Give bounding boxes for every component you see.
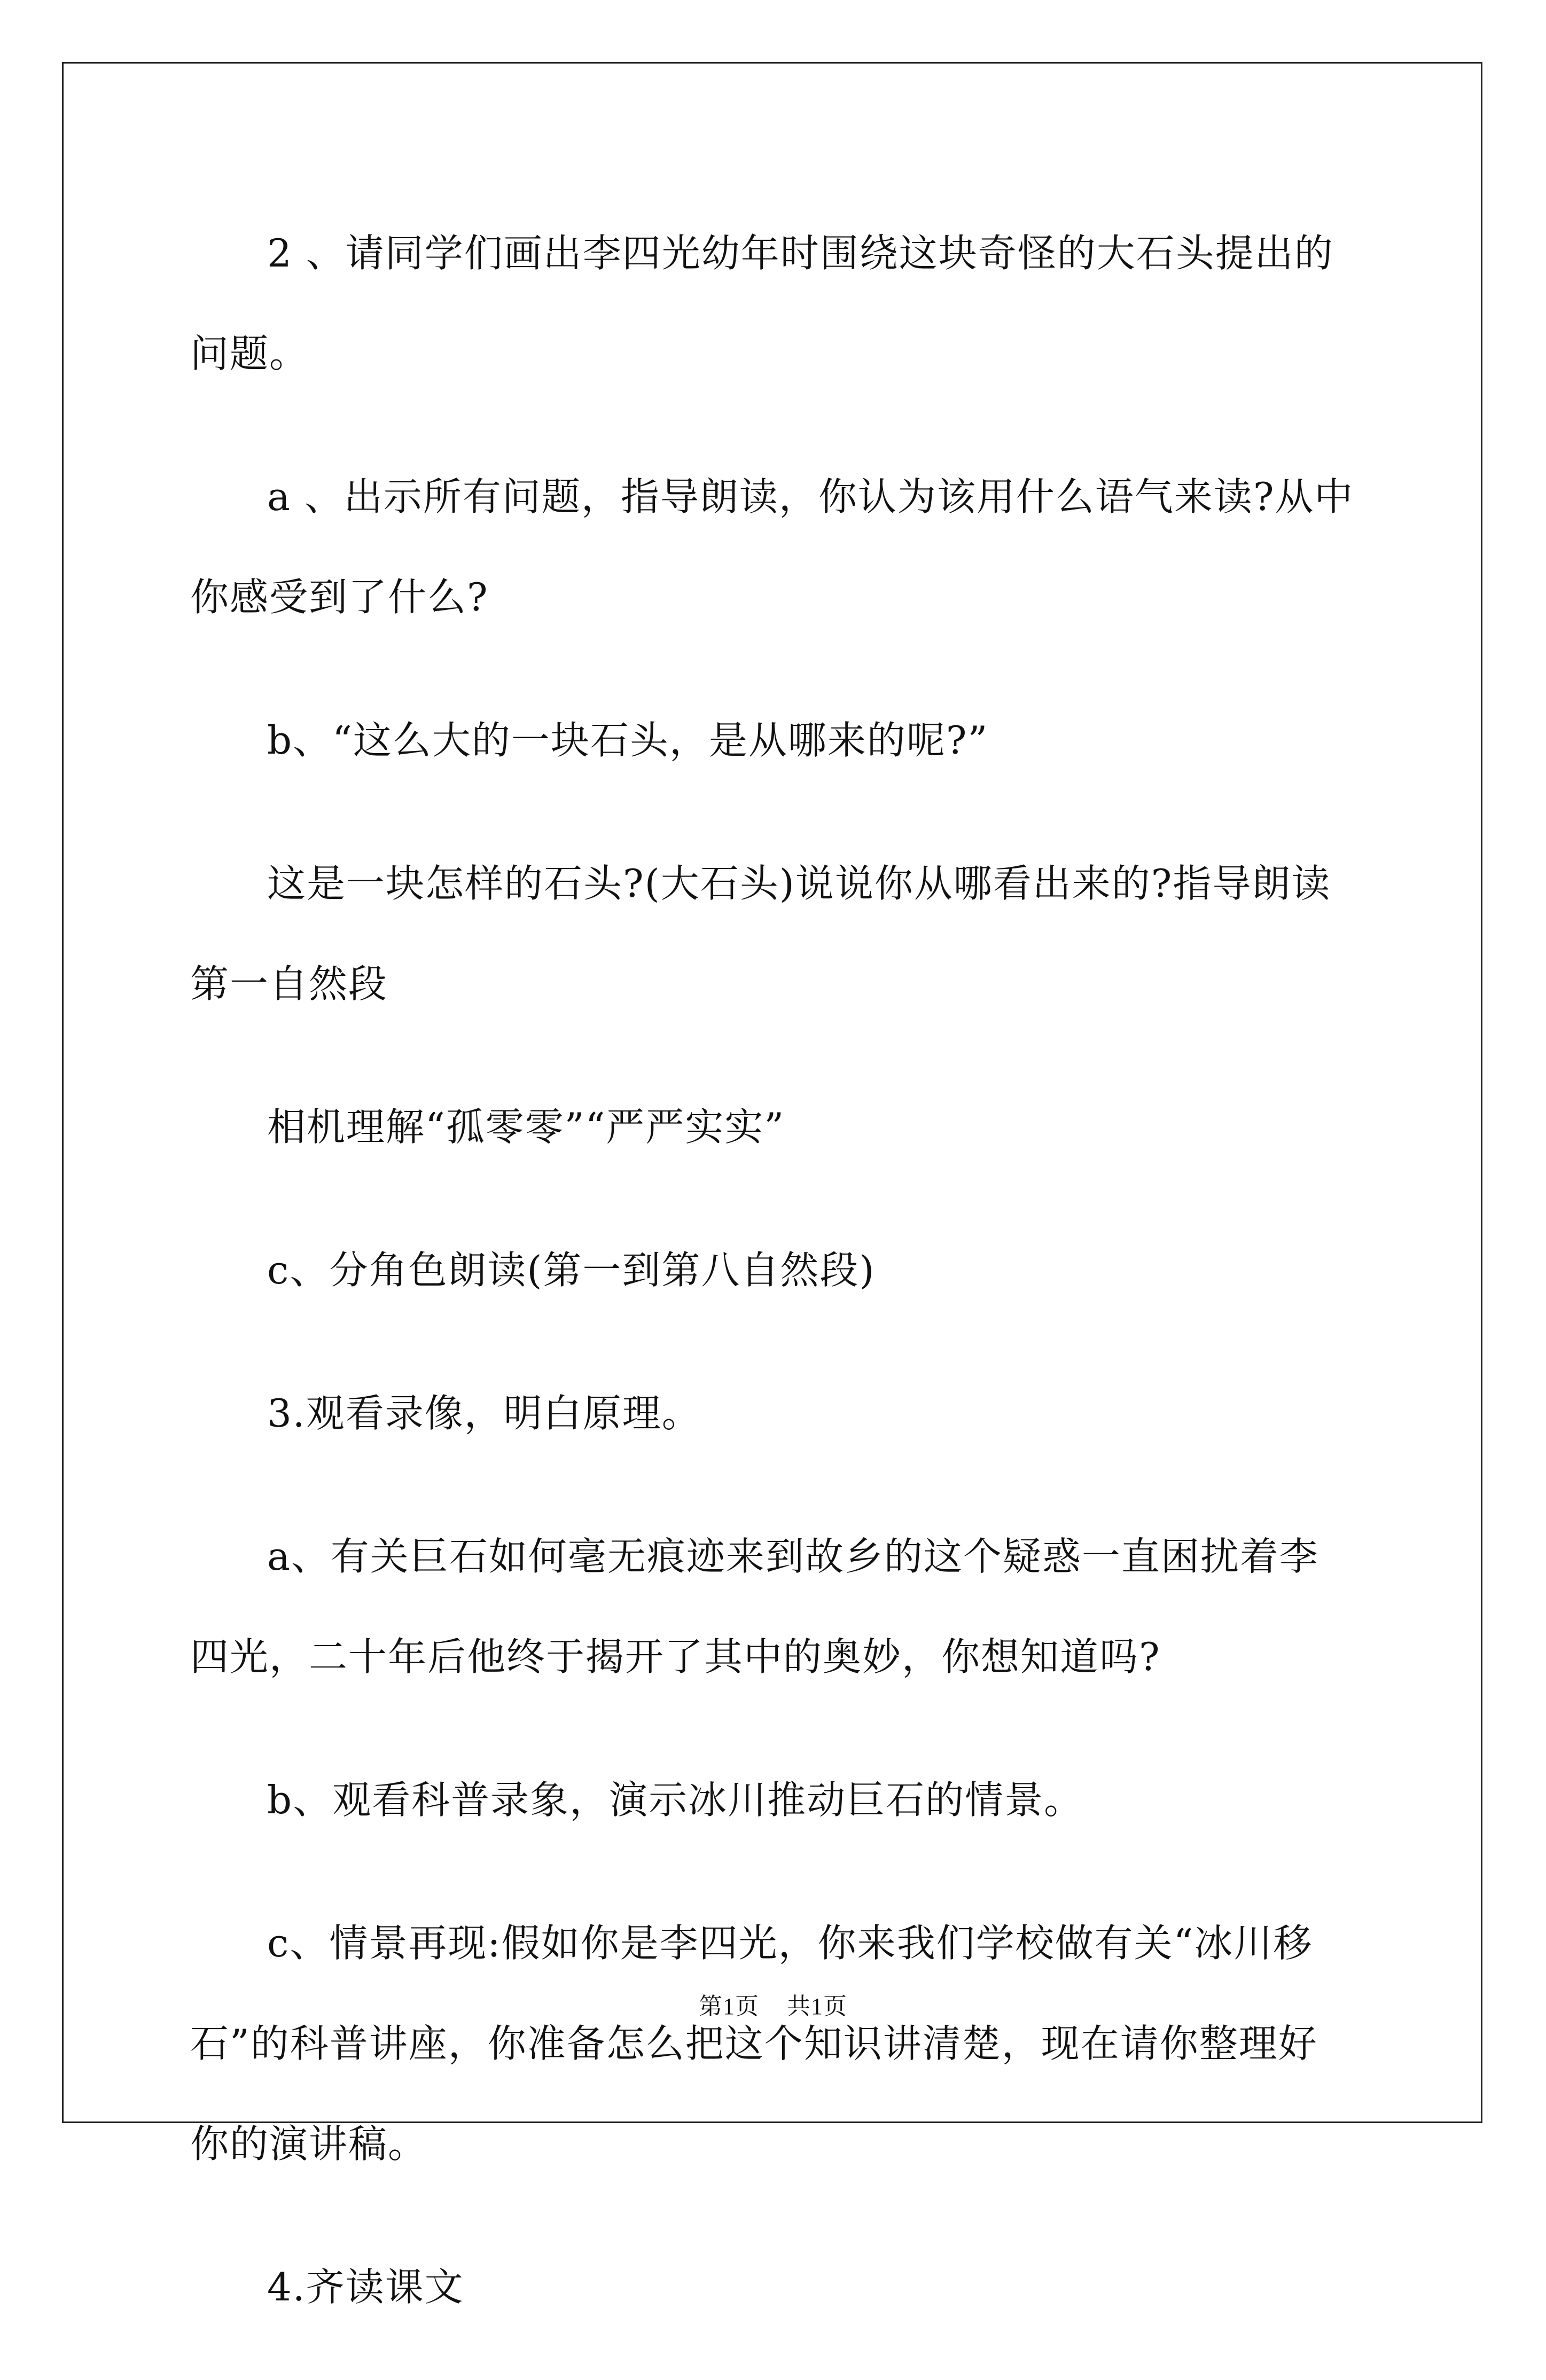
paragraph-section-4: 4.齐读课文 (267, 2265, 464, 2309)
paragraph-b-video: b、观看科普录象，演示冰川推动巨石的情景。 (267, 1778, 1084, 1822)
paragraph-section-3: 3.观看录像，明白原理。 (267, 1391, 701, 1436)
paragraph-a-mystery: a、有关巨石如何毫无痕迹来到故乡的这个疑惑一直困扰着李四光，二十年后他终于揭开了其中的奥妙，你想知道吗? (190, 1534, 1319, 1679)
page-footer (0, 1987, 1546, 2021)
page-number-total: 共1页 (787, 1993, 847, 2019)
paragraph-stone-description: 这是一块怎样的石头?(大石头)说说你从哪看出来的?指导朗读第一自然段 (190, 861, 1331, 1006)
page-number-current: 第1页 (699, 1993, 759, 2019)
paragraph-a-questions: a 、出示所有问题，指导朗读，你认为该用什么语气来读?从中你感受到了什么? (190, 474, 1354, 620)
paragraph-c-scenario: c、情景再现:假如你是李四光，你来我们学校做有关“冰川移石”的科普讲座，你准备怎么把这个知识讲清楚，现在请你整理好你的演讲稿。 (190, 1921, 1318, 2166)
paragraph-c-role-reading: c、分角色朗读(第一到第八自然段) (267, 1248, 876, 1293)
paragraph-understand-words: 相机理解“孤零零”“严严实实” (267, 1105, 785, 1149)
paragraph-question-2: 2 、请同学们画出李四光幼年时围绕这块奇怪的大石头提出的问题。 (190, 231, 1334, 376)
paragraph-b-quote: b、“这么大的一块石头，是从哪来的呢?” (267, 718, 989, 763)
document-body (190, 203, 1355, 2380)
